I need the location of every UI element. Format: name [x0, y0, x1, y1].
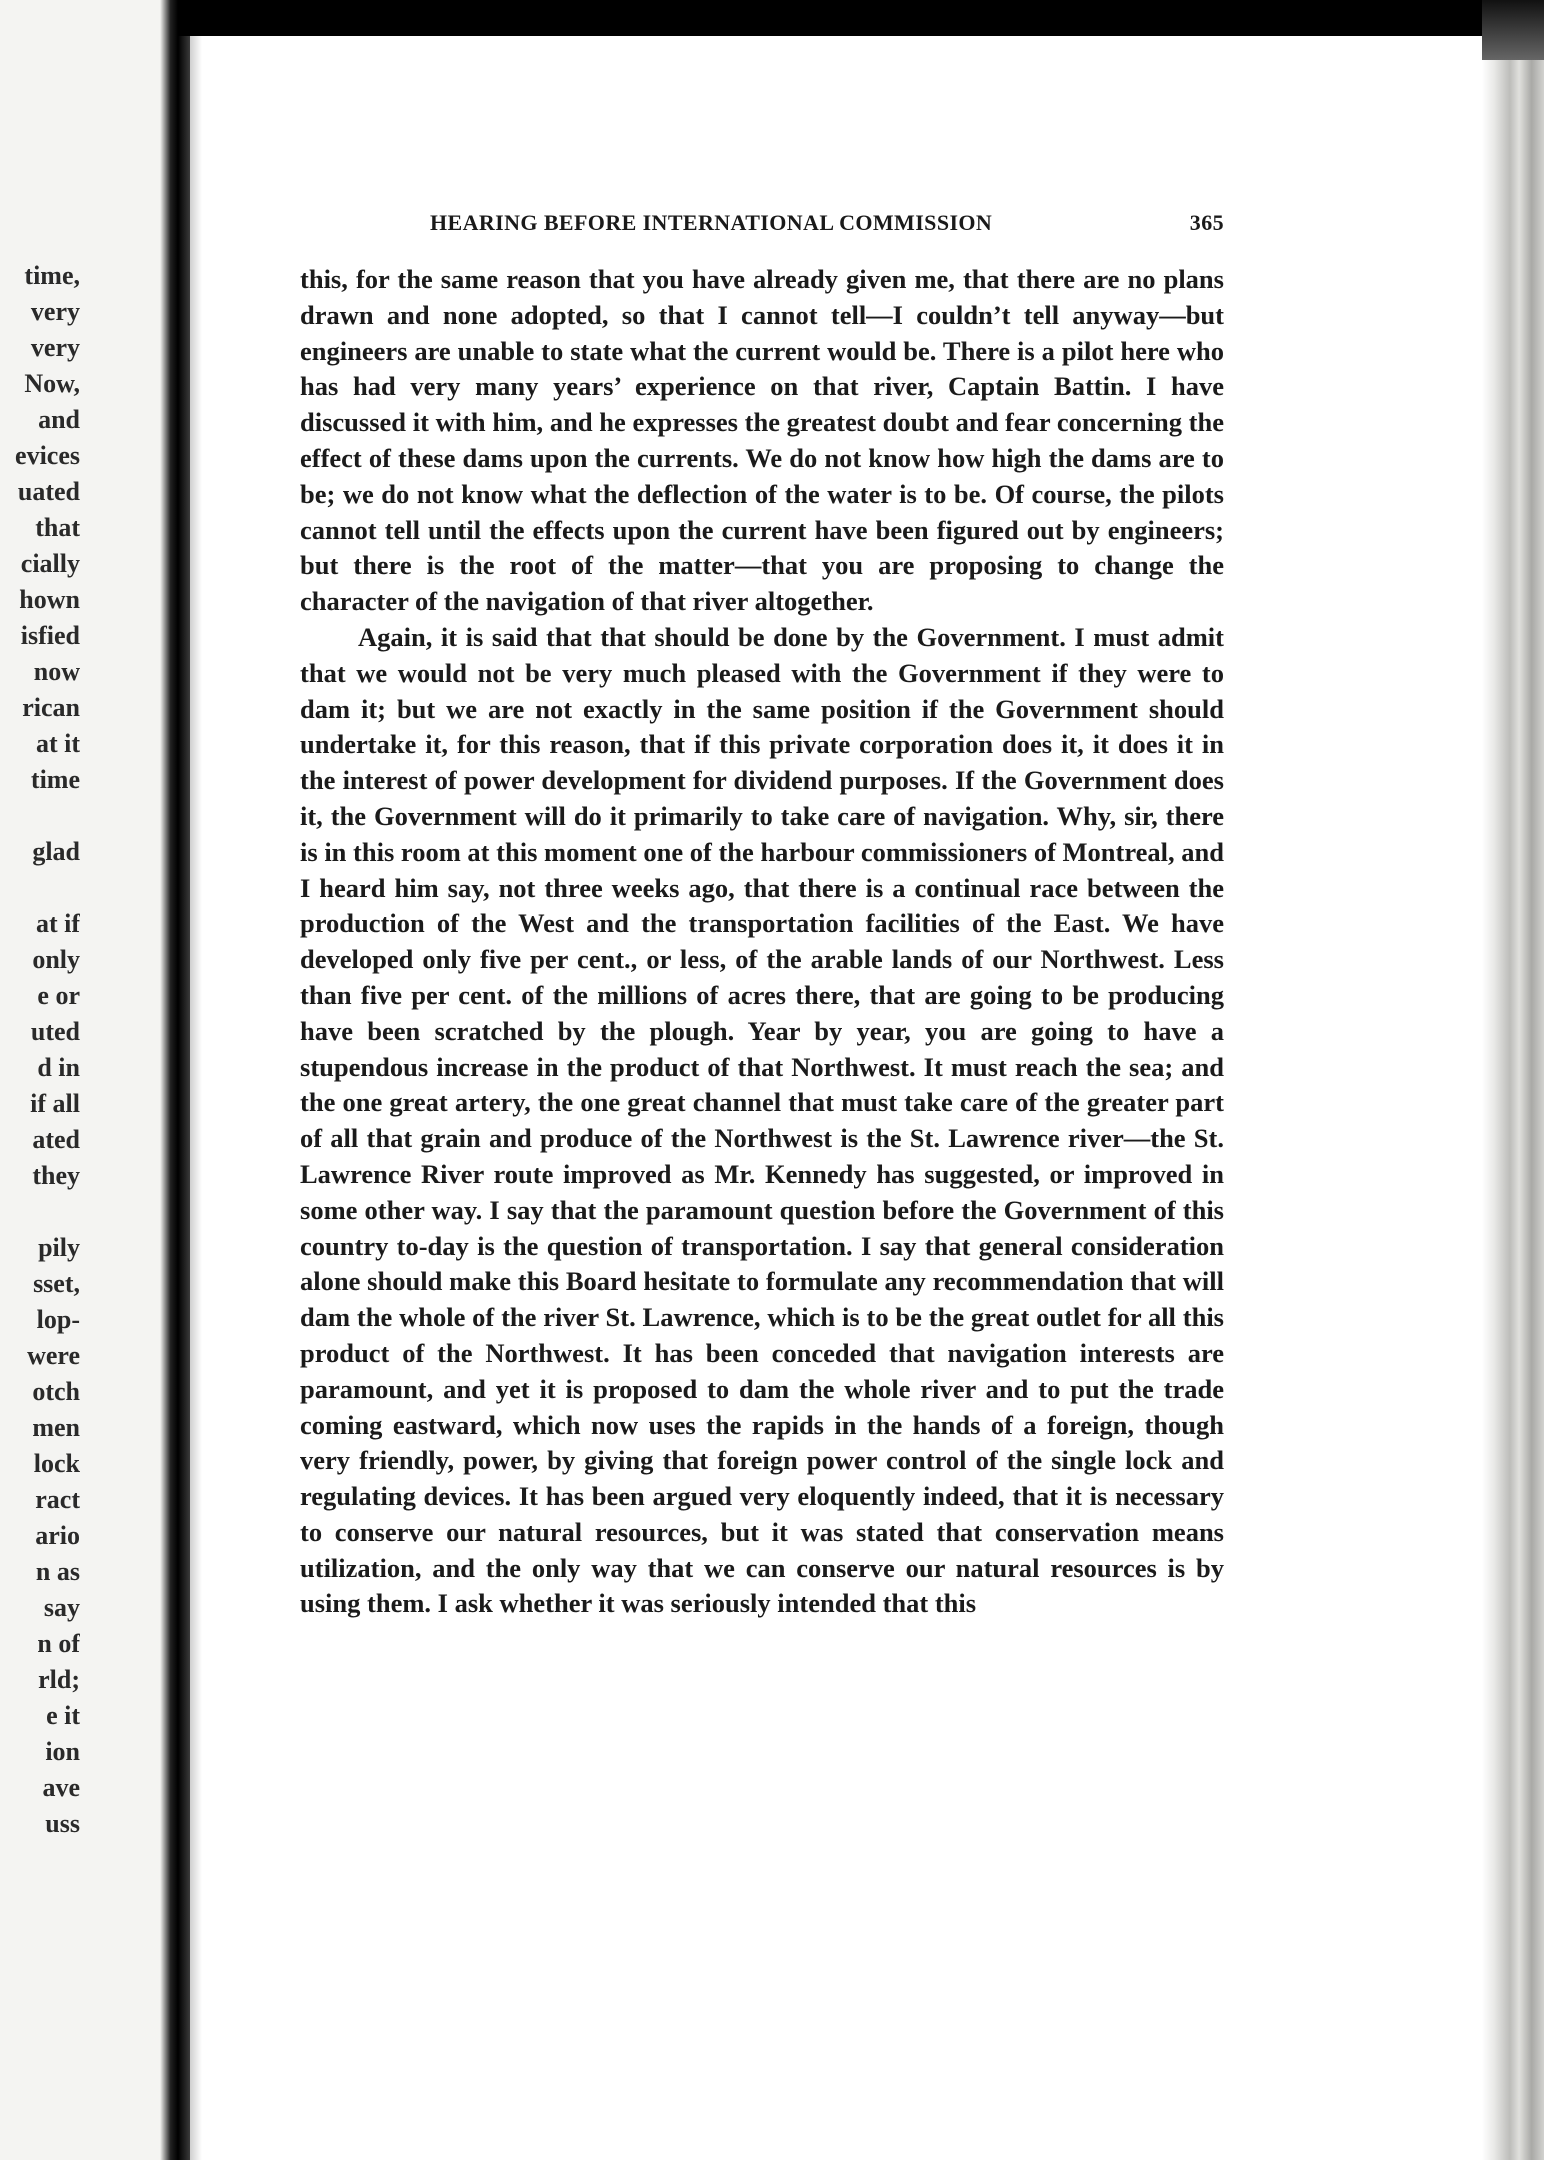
- book-gutter: [160, 0, 190, 2160]
- facing-page-line: d in: [37, 1053, 80, 1082]
- body-text: [300, 262, 1224, 1622]
- facing-page-line: ated: [32, 1125, 80, 1154]
- facing-page-line: uss: [45, 1809, 80, 1838]
- facing-page-line: ario: [35, 1521, 80, 1550]
- facing-page-line: at if: [35, 909, 80, 938]
- facing-page-line: sset,: [33, 1269, 80, 1298]
- page-edge-stack: [1482, 0, 1544, 2160]
- facing-page-line: cially: [20, 549, 80, 578]
- facing-page-line: time,: [24, 261, 80, 290]
- facing-page-text-fragments: [0, 258, 80, 1842]
- page-edge-top-shadow: [1482, 0, 1544, 60]
- facing-page-line: ion: [45, 1737, 80, 1766]
- facing-page-line: e it: [46, 1701, 80, 1730]
- facing-page-line: uted: [30, 1017, 80, 1046]
- facing-page-line: lop-: [36, 1305, 80, 1334]
- facing-page-line: very: [30, 297, 80, 326]
- running-head: HEARING BEFORE INTERNATIONAL COMMISSION: [430, 210, 993, 235]
- facing-page-line: ract: [35, 1485, 80, 1514]
- scan-top-border: [178, 0, 1544, 36]
- facing-page: [0, 0, 175, 2160]
- facing-page-line: isfied: [20, 621, 80, 650]
- facing-page-line: now: [33, 657, 80, 686]
- facing-page-line: if all: [30, 1089, 80, 1118]
- facing-page-line: pily: [38, 1233, 80, 1262]
- facing-page-line: and: [38, 405, 80, 434]
- page-number: 365: [1189, 210, 1224, 235]
- facing-page-line: at it: [35, 729, 80, 758]
- facing-page-line: otch: [32, 1377, 80, 1406]
- facing-page-line: [0, 870, 80, 906]
- paragraph-continued: this, for the same reason that you have already given me, that there are no plans drawn and none adopted, so that I cannot tell—I couldn’t tell anyway—but engineers are unable to state what the current would be. There is a pilot here who has had very many years’ experience on that river, Captain Battin. I have discussed it with him, and he expresses the greatest doubt and fear concerning the effect of these dams upon the currents. We do not know how high the dams are to be; we do not know what the deflection of the water is to be. Of course, the pilots cannot tell until the effects upon the current have been figured out by engineers; but there is the root of the matter—that you are proposing to change the character of the navigation of that river altogether.: [300, 264, 1224, 617]
- facing-page-line: glad: [32, 837, 80, 866]
- facing-page-line: say: [43, 1593, 80, 1622]
- facing-page-line: men: [32, 1413, 80, 1442]
- facing-page-line: only: [32, 945, 80, 974]
- facing-page-line: evices: [15, 441, 80, 470]
- facing-page-line: e or: [37, 981, 80, 1010]
- facing-page-line: lock: [33, 1449, 80, 1478]
- facing-page-line: Now,: [24, 369, 80, 398]
- facing-page-line: time: [30, 765, 80, 794]
- facing-page-line: uated: [17, 477, 80, 506]
- facing-page-line: rld;: [38, 1665, 80, 1694]
- paragraph: Again, it is said that that should be done by the Government. I must admit that we would not be very much pleased with the Government if they were to dam it; but we are not exactly in the same position if the Government should undertake it, for this reason, that if this private corporation does it, it does it in the interest of power development for dividend purposes. If the Government does it, the Government will do it primarily to take care of navigation. Why, sir, there is in this room at this moment one of the harbour commissioners of Montreal, and I heard him say, not three weeks ago, that there is a continual race between the production of the West and the transportation facilities of the East. We have developed only five per cent., or less, of the arable lands of our Northwest. Less than five per cent. of the millions of acres there, that are going to be producing have been scratched by the plough. Year by year, you are going to have a stupendous increase in the product of that Northwest. It must reach the sea; and the one great artery, the one great channel that must take care of the greater part of all that grain and produce of the Northwest is the St. Lawrence river—the St. Lawrence River route improved as Mr. Kennedy has suggested, or improved in some other way. I say that the paramount question before the Government of this country to-day is the question of transportation. I say that general consideration alone should make this Board hesitate to formulate any recommendation that will dam the whole of the river St. Lawrence, which is to be the great outlet for all this product of the Northwest. It has been conceded that navigation interests are paramount, and yet it is proposed to dam the whole river and to put the trade coming eastward, which now uses the rapids in the hands of a foreign, though very friendly, power, by giving that foreign power control of the single lock and regulating devices. It has been argued very eloquently indeed, that it is necessary to conserve our natural resources, but it was stated that conservation means utilization, and the only way that we can conserve our natural resources is by using them. I ask whether it was seriously intended that this: [300, 621, 1224, 1619]
- facing-page-line: were: [27, 1341, 80, 1370]
- gutter-shading: [190, 36, 202, 2160]
- facing-page-line: n as: [35, 1557, 80, 1586]
- facing-page-line: [0, 1194, 80, 1230]
- facing-page-line: very: [30, 333, 80, 362]
- facing-page-line: ave: [42, 1773, 80, 1802]
- facing-page-line: n of: [37, 1629, 80, 1658]
- facing-page-line: [0, 798, 80, 834]
- facing-page-line: they: [32, 1161, 80, 1190]
- page-header: [302, 206, 1224, 246]
- facing-page-line: rican: [22, 693, 80, 722]
- facing-page-line: that: [35, 513, 80, 542]
- facing-page-line: hown: [19, 585, 80, 614]
